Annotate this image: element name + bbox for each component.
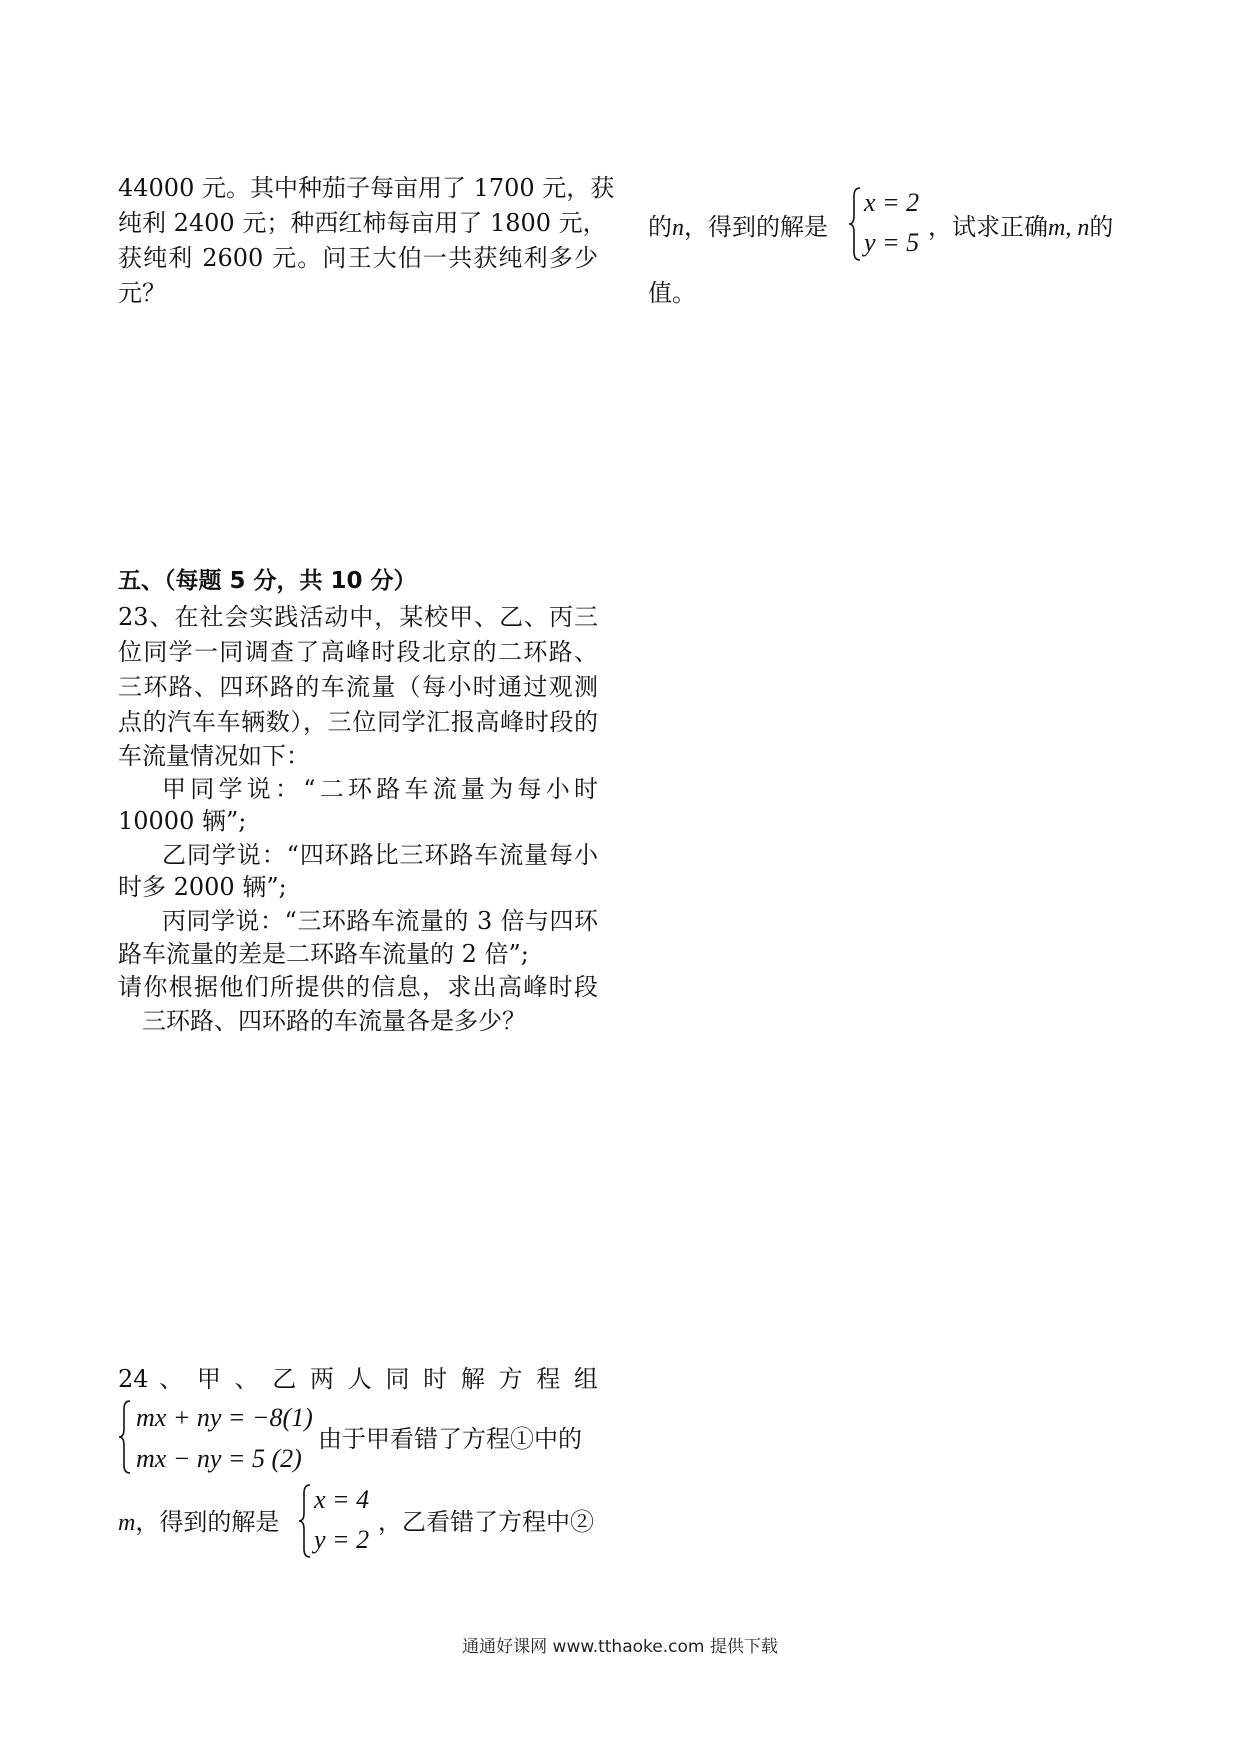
- q24-eq-1: mx + ny = −8(1): [136, 1403, 313, 1432]
- rt-var-n: n: [672, 215, 684, 241]
- q24-var-m: m: [118, 1510, 136, 1536]
- q22-line-1: 44000 元。其中种茄子每亩用了 1700 元，获: [118, 174, 615, 202]
- q23-line-6: 甲同学说：“二环路车流量为每小时: [162, 775, 598, 803]
- q23-line-3: 三环路、四环路的车流量（每小时通过观测: [118, 673, 598, 701]
- q24-line-1: 24 、 甲 、 乙 两 人 同 时 解 方 程 组: [118, 1365, 598, 1393]
- page-footer: 通通好课网 www.tthaoke.com 提供下载: [462, 1637, 778, 1657]
- q24-solution-system: [298, 1483, 378, 1559]
- rt-line-1: [648, 215, 828, 240]
- rt-vars-mn: m, n: [1048, 215, 1090, 241]
- q24-mid: ，得到的解是: [135, 1508, 280, 1536]
- left-brace-icon: [118, 1399, 132, 1475]
- q22-line-3: 获纯利 2600 元。问王大伯一共获纯利多少: [118, 244, 598, 272]
- q23-line-9: 时多 2000 辆”;: [118, 873, 287, 901]
- q23-line-8: 乙同学说：“四环路比三环路车流量每小: [162, 841, 598, 869]
- q24-equation-system: [118, 1399, 318, 1475]
- q24-sol-y: y = 2: [314, 1525, 370, 1554]
- rt-line-1b: [928, 215, 1113, 240]
- q23-line-1: 23、在社会实践活动中，某校甲、乙、丙三: [118, 603, 598, 631]
- section-heading: 五、（每题 5 分，共 10 分）: [118, 568, 417, 594]
- q23-line-10: 丙同学说：“三环路车流量的 3 倍与四环: [162, 907, 598, 935]
- rt-eq-y: y = 5: [864, 228, 920, 257]
- q24-line-3a: [118, 1510, 279, 1535]
- q23-line-13: 三环路、四环路的车流量各是多少？: [142, 1007, 526, 1035]
- q23-line-4: 点的汽车车辆数），三位同学汇报高峰时段的: [118, 708, 598, 736]
- rt-suffix2: 的: [1089, 213, 1114, 241]
- left-brace-icon: [848, 186, 862, 262]
- rt-prefix: 的: [648, 213, 672, 241]
- rt-solution-system: [848, 186, 928, 262]
- left-brace-icon: [298, 1483, 312, 1559]
- rt-suffix: ，试求正确: [928, 213, 1048, 241]
- q23-line-2: 位同学一同调查了高峰时段北京的二环路、: [118, 638, 598, 666]
- q23-line-12: 请你根据他们所提供的信息，求出高峰时段: [118, 973, 598, 1001]
- q24-sol-x: x = 4: [314, 1485, 370, 1514]
- q23-line-5: 车流量情况如下：: [118, 742, 310, 770]
- rt-eq-x: x = 2: [864, 188, 920, 217]
- q24-eq-2: mx − ny = 5 (2): [136, 1444, 302, 1473]
- q22-line-2: 纯利 2400 元；种西红柿每亩用了 1800 元，: [118, 209, 607, 237]
- q22-line-4: 元？: [118, 279, 166, 307]
- q23-line-11: 路车流量的差是二环路车流量的 2 倍”;: [118, 940, 529, 968]
- q24-line-2: 由于甲看错了方程①中的: [318, 1425, 582, 1453]
- q24-line-3b: ，乙看错了方程中②: [378, 1508, 594, 1536]
- rt-line-2: 值。: [648, 279, 696, 307]
- q23-line-7: 10000 辆”;: [118, 807, 247, 835]
- rt-mid: ，得到的解是: [684, 213, 828, 241]
